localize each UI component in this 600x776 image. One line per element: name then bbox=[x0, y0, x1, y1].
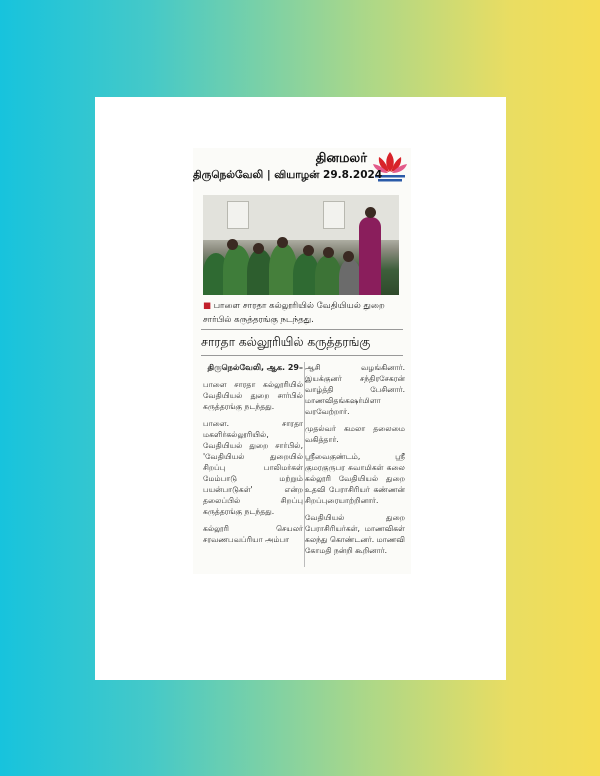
paper-name: தினமலர் bbox=[315, 151, 367, 166]
paragraph: பாளை. சாரதா மகளிர்கல்லூரியில், வேதியியல் துறை சார்பில், 'வேதியியல் துறையில் சிறப்பு பாலிமர்கள் மேம்பாடு மற்றும் பயன்பாடுகள்' என்ற தலைப்பில் சிறப்பு கருத்தரங்கு நடந்தது. bbox=[203, 419, 303, 516]
caption-marker: ■ bbox=[203, 301, 212, 311]
photo-caption bbox=[203, 299, 403, 327]
newspaper-clipping bbox=[193, 148, 411, 574]
dateline: திருநெல்வேலி | வியாழன் 29.8.2024 bbox=[193, 169, 383, 181]
article-column-left bbox=[203, 362, 303, 551]
event-photo bbox=[203, 195, 399, 295]
paragraph: ஆசி வழங்கினார். இயக்குனர் சந்திரசேகரன் வாழ்த்தி பேசினார். மாணவிதங்கஷர்மிளா வரவேற்றார். bbox=[305, 363, 405, 416]
article-byline: திருநெல்வேலி, ஆக. 29– bbox=[207, 363, 303, 372]
caption-text: பாளை சாரதா கல்லூரியில் வேதியியல் துறை சார்பில் கருத்தரங்கு நடந்தது. bbox=[203, 301, 385, 325]
masthead bbox=[193, 148, 411, 190]
paragraph: முதல்வர் கமலா தலைமை வகித்தார். bbox=[305, 424, 405, 444]
speaker-figure bbox=[359, 217, 381, 295]
paragraph: ஸ்ரீவைகுண்டம், ஸ்ரீ குமரகுருபர சுவாமிகள் கலை கல்லூரி வேதியியல் துறை உதவி பேராசிரியர் கண்ணன் சிறப்புரையாற்றினார். bbox=[305, 452, 405, 505]
headline-rule-top bbox=[201, 329, 403, 330]
article-headline: சாரதா கல்லூரியில் கருத்தரங்கு bbox=[201, 334, 371, 349]
paragraph: கல்லூரி செயலர் சரவணபவப்ரியா அம்பா bbox=[203, 524, 303, 544]
paragraph: பாளை சாரதா கல்லூரியில் வேதியியல் துறை சார்பில் கருத்தரங்கு நடந்தது. bbox=[203, 380, 303, 411]
headline-rule-bottom bbox=[201, 355, 403, 356]
article-column-right bbox=[305, 362, 405, 562]
paragraph: வேதியியல் துறை பேராசிரியர்கள், மாணவிகள் கலந்து கொண்டனர். மாணவி கோமதி நன்றி கூறினார். bbox=[305, 513, 406, 555]
